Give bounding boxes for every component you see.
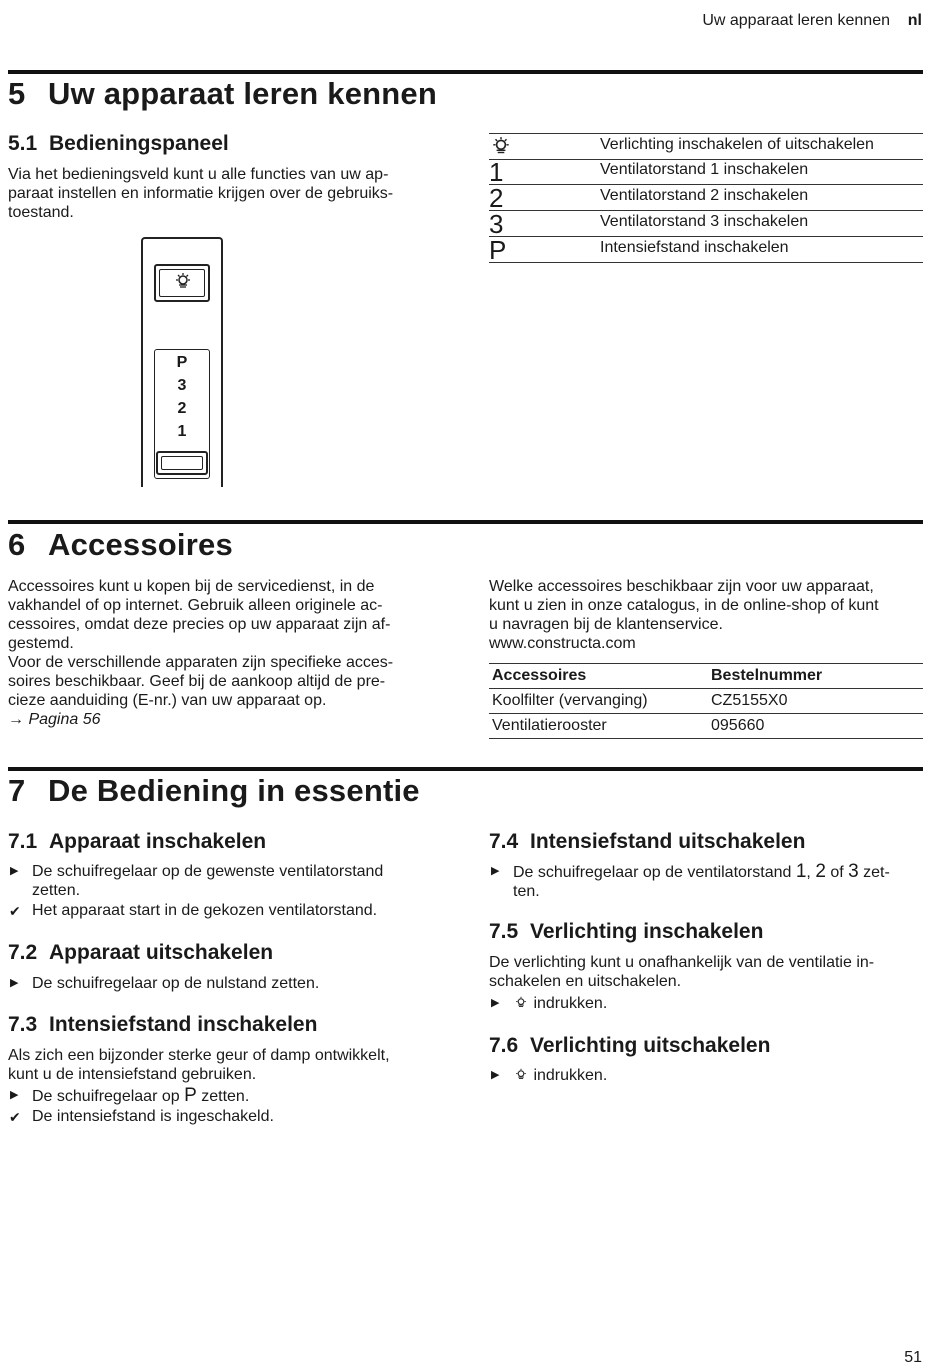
checkmark-icon: ✔ — [9, 903, 21, 919]
fan-level-symbol: 1 — [795, 861, 807, 882]
table-header-row — [489, 664, 923, 689]
accessories-info-paragraph — [489, 577, 879, 653]
slider-position-label: 3 — [177, 377, 187, 394]
fan-slider-track — [154, 349, 210, 479]
subsection-7-2-heading — [8, 941, 273, 965]
lighting-paragraph — [489, 953, 874, 991]
subsection-number: 7.6 — [489, 1034, 519, 1057]
step-text: indrukken. — [533, 995, 608, 1012]
text-line — [513, 862, 890, 882]
legend-row — [489, 237, 923, 263]
light-icon — [513, 1068, 529, 1082]
page-cross-reference[interactable] — [8, 710, 393, 729]
text-line: Voor de verschillende apparaten zijn specifieke acces- — [8, 654, 394, 671]
section-rule — [8, 70, 923, 74]
text-line: cessoires, omdat deze precies op uw apparaat zijn af- — [8, 616, 391, 633]
subsection-7-1-heading — [8, 830, 266, 854]
subsection-7-5-heading — [489, 920, 763, 944]
legend-row — [489, 133, 923, 160]
subsection-title: Apparaat inschakelen — [49, 830, 267, 853]
legend-symbol: 1 — [489, 157, 504, 187]
legend-label: Verlichting inschakelen of uitschakelen — [600, 136, 874, 153]
legend-symbol: P — [489, 235, 507, 265]
section-5-heading — [8, 76, 437, 112]
section-number: 7 — [8, 773, 26, 808]
table-row — [489, 714, 923, 739]
result-text: Het apparaat start in de gekozen ventilatorstand. — [32, 902, 378, 919]
text-line: u navragen bij de klantenservice. — [489, 616, 723, 633]
instruction-result — [8, 1107, 274, 1126]
step-arrow-icon: ▶ — [10, 977, 19, 989]
text-line: kunt u de intensiefstand gebruiken. — [8, 1066, 257, 1083]
legend-row — [489, 211, 923, 237]
section-6-heading — [8, 527, 233, 563]
accessories-table — [489, 663, 923, 739]
step-text: De schuifregelaar op — [32, 1088, 185, 1105]
legend-symbol: 2 — [489, 183, 504, 213]
instruction-step — [8, 1086, 249, 1106]
legend-row — [489, 159, 923, 185]
text-line: Accessoires kunt u kopen bij de servicedienst, in de — [8, 578, 375, 595]
instruction-step — [489, 994, 607, 1013]
step-text: zet- — [858, 864, 890, 881]
subsection-5-1-heading — [8, 132, 229, 156]
section-number: 6 — [8, 527, 26, 562]
light-button — [154, 264, 210, 302]
table-cell: Ventilatierooster — [489, 714, 708, 739]
subsection-number: 5.1 — [8, 132, 38, 155]
subsection-number: 7.1 — [8, 830, 38, 853]
step-text: zetten. — [196, 1088, 250, 1105]
subsection-title: Bedieningspaneel — [49, 132, 229, 155]
instruction-step — [489, 862, 890, 901]
text-line: toestand. — [8, 204, 74, 221]
light-icon — [513, 996, 529, 1010]
instruction-step — [489, 1066, 607, 1085]
legend-row — [489, 185, 923, 211]
legend-label: Intensiefstand inschakelen — [600, 239, 789, 256]
subsection-title: Verlichting uitschakelen — [530, 1034, 771, 1057]
text-line: gestemd. — [8, 635, 74, 652]
table-cell: Koolfilter (vervanging) — [489, 689, 708, 714]
slider-position-label: 1 — [177, 423, 187, 440]
subsection-title: Intensiefstand uitschakelen — [530, 830, 806, 853]
instruction-step — [8, 974, 319, 993]
legend-label: Ventilatorstand 1 inschakelen — [600, 161, 809, 178]
subsection-title: Verlichting inschakelen — [530, 920, 764, 943]
text-line: De verlichting kunt u onafhankelijk van de ventilatie in- — [489, 954, 875, 971]
legend-label: Ventilatorstand 3 inschakelen — [600, 213, 809, 230]
text-line: vakhandel of op internet. Gebruik alleen originele ac- — [8, 597, 383, 614]
table-cell: CZ5155X0 — [708, 689, 923, 714]
text-line: kunt u zien in onze catalogus, in de online-shop of kunt — [489, 597, 879, 614]
subsection-7-4-heading — [489, 830, 805, 854]
legend-symbol: 3 — [489, 209, 504, 239]
step-arrow-icon: ▶ — [10, 1089, 19, 1101]
table-row — [489, 689, 923, 714]
step-text: indrukken. — [533, 1067, 608, 1084]
text-line: soires beschikbaar. Geef bij de aankoop altijd de pre- — [8, 673, 386, 690]
running-header-title: Uw apparaat leren kennen — [702, 12, 890, 29]
section-7-heading — [8, 773, 420, 809]
website-link[interactable]: www.constructa.com — [489, 635, 636, 652]
subsection-7-6-heading — [489, 1034, 770, 1058]
text-line: paraat instellen en informatie krijgen over de gebruiks- — [8, 185, 394, 202]
table-cell: 095660 — [708, 714, 923, 739]
checkmark-icon: ✔ — [9, 1109, 21, 1125]
section-title: De Bediening in essentie — [48, 773, 420, 808]
text-line: Als zich een bijzonder sterke geur of damp ontwikkelt, — [8, 1047, 390, 1064]
section-title: Uw apparaat leren kennen — [48, 76, 437, 111]
column-header: Bestelnummer — [708, 664, 923, 689]
xref-label: Pagina 56 — [28, 711, 101, 728]
fan-level-symbol: 2 — [815, 861, 826, 882]
column-header: Accessoires — [489, 664, 708, 689]
slider-position-label: P — [176, 354, 188, 371]
step-arrow-icon: ▶ — [491, 997, 500, 1009]
light-icon — [173, 272, 193, 292]
fan-level-symbol: P — [184, 1085, 197, 1106]
section-title: Accessoires — [48, 527, 233, 562]
subsection-number: 7.3 — [8, 1013, 38, 1036]
control-panel-illustration — [141, 237, 223, 487]
step-arrow-icon: ▶ — [10, 865, 19, 877]
fan-level-symbol: 3 — [848, 861, 859, 882]
legend-label: Ventilatorstand 2 inschakelen — [600, 187, 809, 204]
instruction-result — [8, 901, 377, 920]
intensive-paragraph — [8, 1046, 390, 1084]
subsection-number: 7.2 — [8, 941, 38, 964]
subsection-title: Intensiefstand inschakelen — [49, 1013, 318, 1036]
section-rule — [8, 767, 923, 771]
text-line: De schuifregelaar op de gewenste ventilatorstand — [32, 863, 384, 880]
subsection-number: 7.5 — [489, 920, 519, 943]
step-text: De schuifregelaar op de nulstand zetten. — [32, 975, 320, 992]
step-arrow-icon: ▶ — [491, 865, 500, 877]
text-line: zetten. — [32, 882, 81, 899]
running-header-lang: nl — [907, 12, 922, 29]
light-icon — [490, 136, 512, 158]
subsection-number: 7.4 — [489, 830, 519, 853]
instruction-step — [8, 862, 383, 900]
text-line: schakelen en uitschakelen. — [489, 973, 682, 990]
step-text: De schuifregelaar op de ventilatorstand — [513, 864, 796, 881]
result-text: De intensiefstand is ingeschakeld. — [32, 1108, 274, 1125]
page-number: 51 — [904, 1349, 922, 1366]
slider-position-label: 2 — [177, 400, 187, 417]
intro-paragraph — [8, 165, 393, 222]
section-number: 5 — [8, 76, 26, 111]
text-line: ten. — [513, 883, 540, 900]
text-line: cieze aanduiding (E-nr.) van uw apparaat op. — [8, 692, 327, 709]
step-arrow-icon: ▶ — [491, 1069, 500, 1081]
subsection-title: Apparaat uitschakelen — [49, 941, 274, 964]
text-line: Welke accessoires beschikbaar zijn voor uw apparaat, — [489, 578, 874, 595]
accessories-paragraph — [8, 577, 393, 729]
subsection-7-3-heading — [8, 1013, 317, 1037]
fan-slider-knob — [156, 451, 208, 475]
section-rule — [8, 520, 923, 524]
step-text: of — [825, 864, 849, 881]
step-text: , — [806, 864, 816, 881]
arrow-right-icon: → — [8, 711, 24, 728]
text-line: Via het bedieningsveld kunt u alle functies van uw ap- — [8, 166, 389, 183]
